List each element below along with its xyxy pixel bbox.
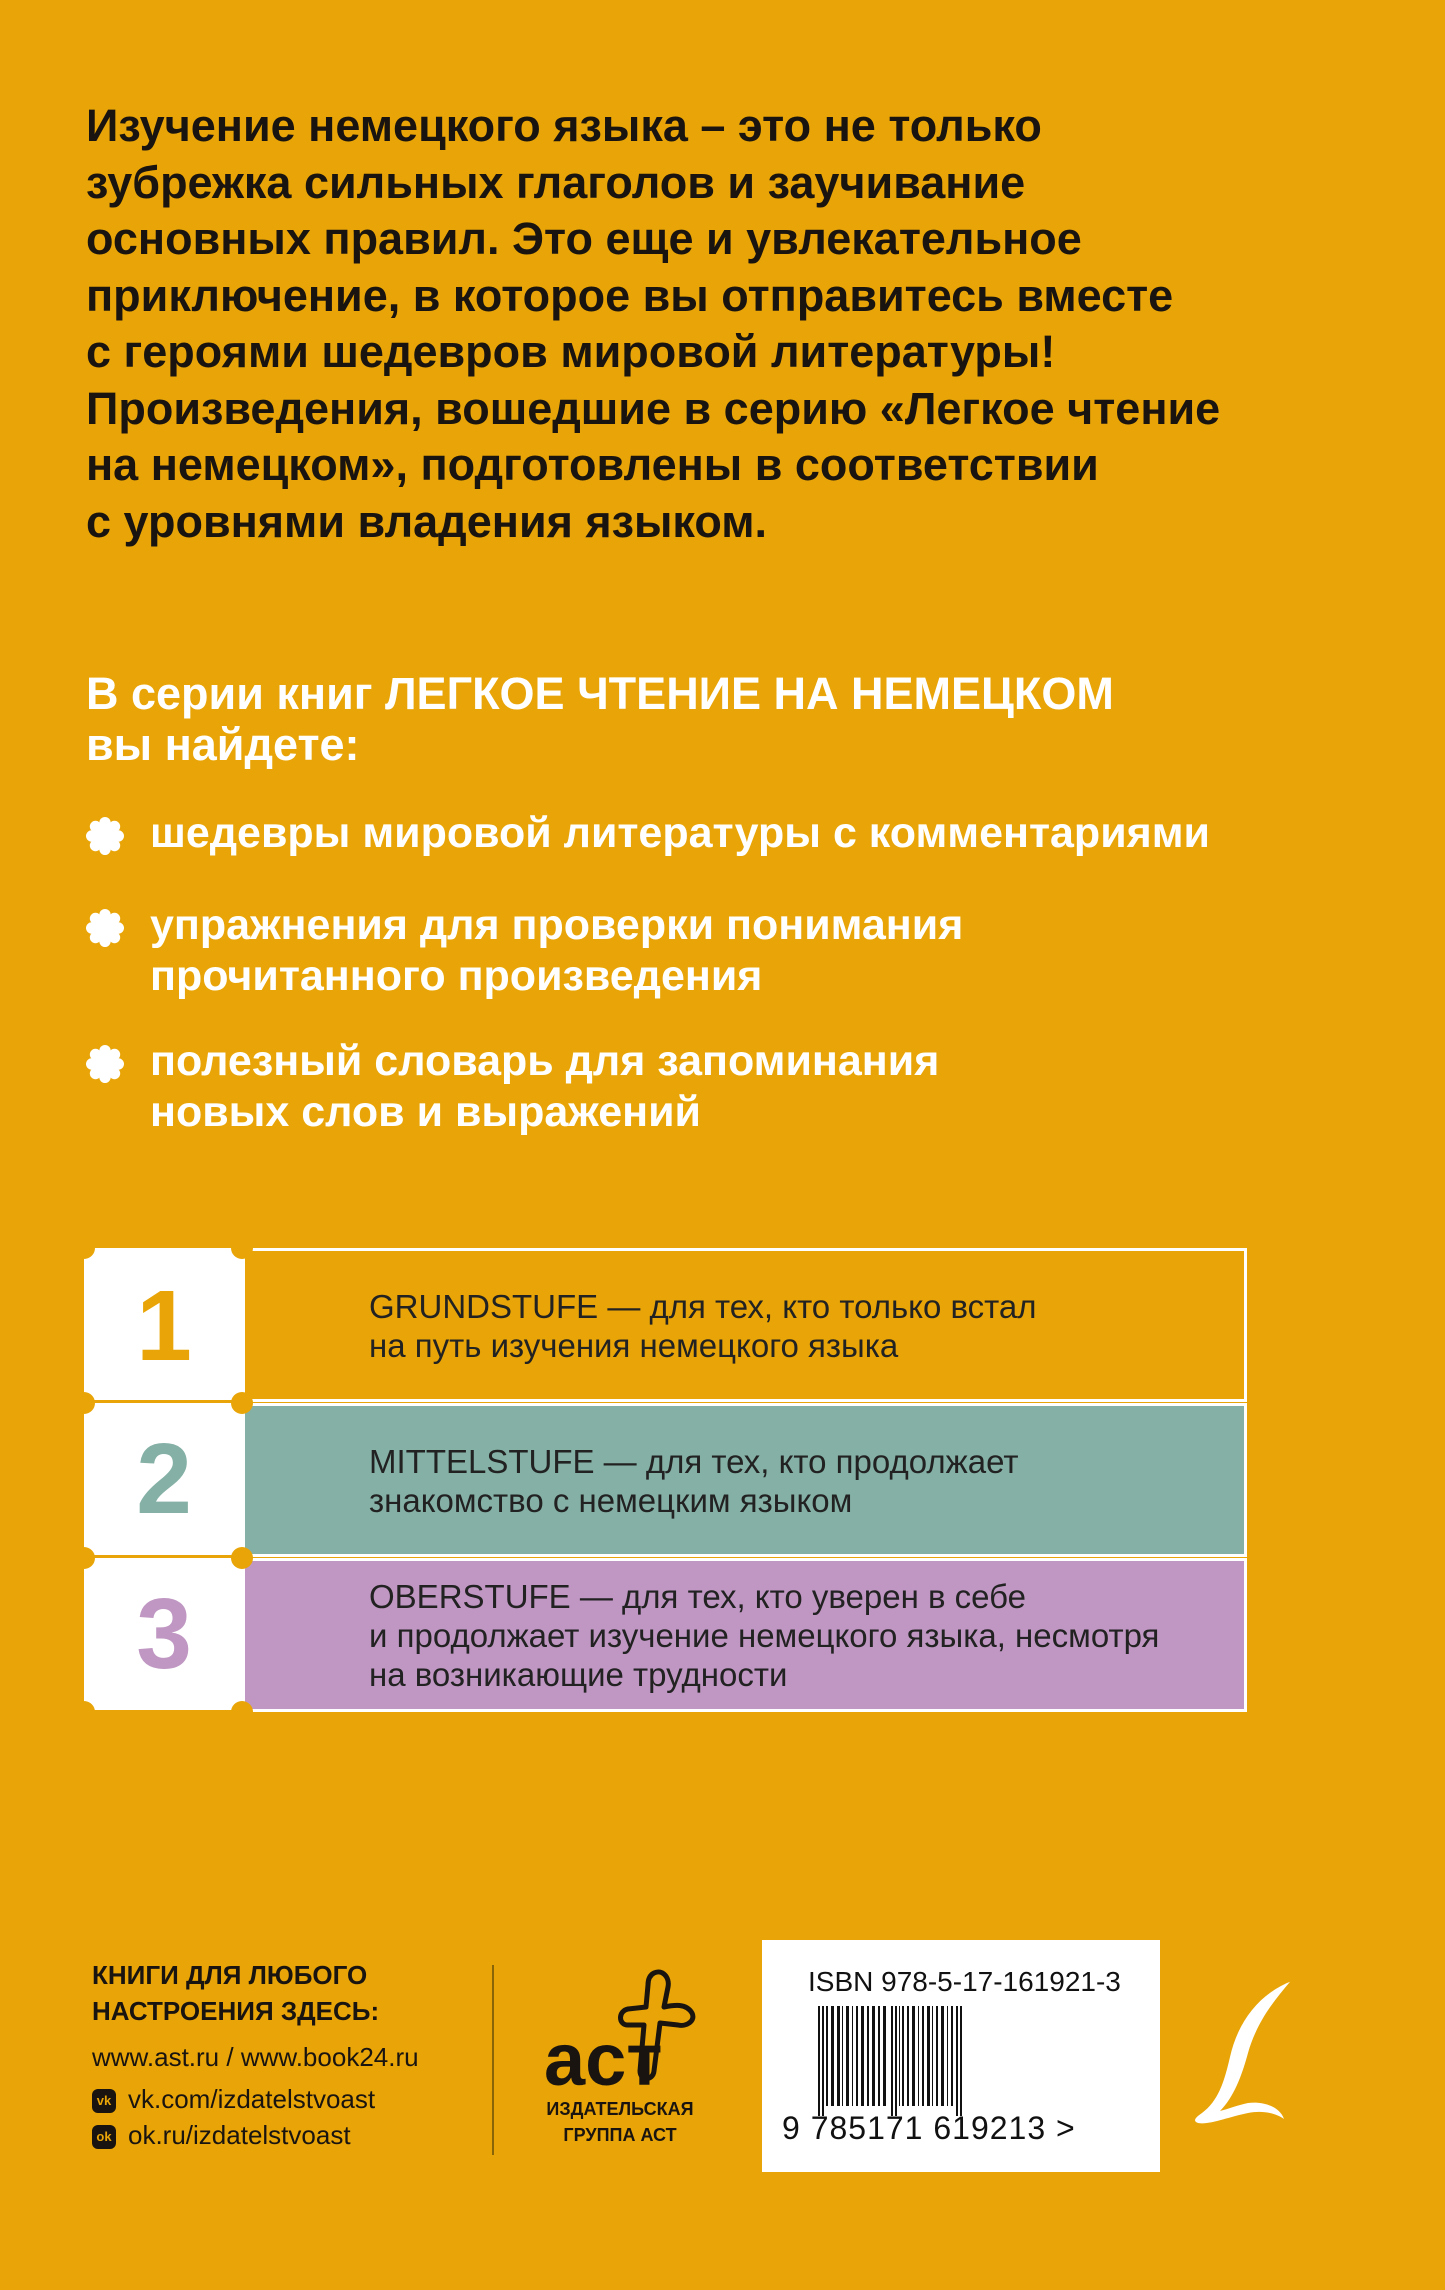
barcode-bar [918, 2006, 919, 2106]
barcode-bar [878, 2006, 880, 2106]
feature-text: упражнения для проверки понимания [150, 901, 964, 949]
barcode-bar [912, 2006, 915, 2106]
flower-bullet-icon [86, 1045, 124, 1083]
barcode-bar [822, 2006, 824, 2116]
barcode-bar [867, 2006, 869, 2106]
ticket-notch [73, 1547, 95, 1569]
barcode-bar [883, 2006, 886, 2106]
publisher-caption-line-1: ИЗДАТЕЛЬСКАЯ [546, 2099, 694, 2119]
barcode-bar [842, 2006, 843, 2106]
feature-text: шедевры мировой литературы с комментариями [150, 809, 1210, 857]
intro-line: с героями шедевров мировой литературы! [86, 326, 1056, 377]
ok-link-text: ok.ru/izdatelstvoast [128, 2120, 351, 2150]
barcode-bar [947, 2006, 948, 2106]
level-1-tab [84, 1248, 244, 1400]
level-3-bar [242, 1558, 1247, 1712]
barcode-bar [941, 2006, 944, 2106]
vk-link[interactable] [92, 2081, 492, 2117]
intro-line: приключение, в которое вы отправитесь вместе [86, 269, 1174, 321]
barcode-bar [837, 2006, 840, 2106]
barcode-bar [895, 2006, 897, 2116]
level-3-tab [84, 1558, 244, 1710]
ok-link[interactable] [92, 2117, 492, 2153]
barcode-bar [826, 2006, 828, 2106]
level-2-tab [84, 1403, 244, 1555]
level-2-text: MITTELSTUFE — для тех, кто продолжает [369, 1443, 1019, 1480]
barcode-bar [951, 2006, 953, 2106]
ticket-notch [73, 1237, 95, 1259]
barcode-bar [902, 2006, 904, 2106]
series-heading-line-1: В серии книг ЛЕГКОЕ ЧТЕНИЕ НА НЕМЕЦКОМ [86, 668, 1114, 719]
intro-line: Изучение немецкого языка – это не только [86, 100, 1042, 151]
level-3-number: 3 [136, 1578, 192, 1690]
vk-icon: vk [92, 2089, 116, 2113]
barcode-bar [960, 2006, 962, 2116]
intro-line: с уровнями владения языком. [86, 495, 768, 547]
level-1-text: на путь изучения немецкого языка [369, 1327, 899, 1364]
barcode-bar [861, 2006, 864, 2106]
intro-line: основных правил. Это еще и увлекательное [86, 213, 1082, 264]
footer-links [92, 1957, 492, 2153]
intro-line: зубрежка сильных глаголов и заучивание [86, 156, 1026, 208]
barcode-bar [831, 2006, 834, 2106]
publisher-caption-line-2: ГРУППА АСТ [563, 2125, 677, 2145]
footer-heading [92, 1957, 492, 2029]
barcode-bar [927, 2006, 930, 2106]
intro-line: Произведения, вошедшие в серию «Легкое чтение [86, 382, 1221, 434]
barcode-bar [856, 2006, 858, 2106]
ok-icon: ok [92, 2125, 116, 2149]
ticket-notch [231, 1392, 253, 1414]
barcode-bar [932, 2006, 933, 2106]
ticket-notch [231, 1547, 253, 1569]
barcode-bar [891, 2006, 893, 2116]
barcode-bar [936, 2006, 938, 2106]
feature-text: полезный словарь для запоминания [150, 1037, 940, 1085]
barcode-bars [814, 2006, 1124, 2116]
level-3-text: на возникающие трудности [369, 1656, 788, 1693]
level-3-text: и продолжает изучение немецкого языка, несмотря [369, 1617, 1160, 1654]
ast-logo-text: аст [544, 2018, 663, 2101]
ticket-notch [231, 1701, 253, 1723]
footer-heading-line-2: НАСТРОЕНИЯ ЗДЕСЬ: [92, 1996, 380, 2026]
barcode-bar [846, 2006, 849, 2106]
level-2-bar [242, 1403, 1247, 1557]
isbn-digits: 9 785171 619213 > [782, 2110, 1076, 2146]
levels-block [84, 1248, 1249, 1712]
barcode-bar [818, 2006, 820, 2116]
level-1-text: GRUNDSTUFE — для тех, кто только встал [369, 1288, 1037, 1325]
level-1-bar [242, 1248, 1247, 1402]
ticket-notch [73, 1392, 95, 1414]
publisher-caption [520, 2096, 720, 2148]
footer-divider [492, 1965, 494, 2155]
quill-logo-icon [1188, 1975, 1308, 2135]
level-2-text: знакомство с немецким языком [369, 1482, 853, 1519]
intro-line: на немецком», подготовлены в соответствии [86, 439, 1099, 490]
barcode-bar [922, 2006, 924, 2106]
isbn-label: ISBN 978-5-17-161921-3 [808, 1966, 1121, 1997]
website-link[interactable]: www.ast.ru / www.book24.ru [92, 2042, 419, 2072]
isbn-barcode [762, 1940, 1160, 2172]
barcode-bar [956, 2006, 958, 2116]
feature-text: новых слов и выражений [150, 1088, 701, 1136]
vk-link-text: vk.com/izdatelstvoast [128, 2084, 376, 2114]
ticket-notch [73, 1701, 95, 1723]
intro-paragraph [86, 98, 1366, 550]
footer-heading-line-1: КНИГИ ДЛЯ ЛЮБОГО [92, 1960, 368, 1990]
barcode-bar [899, 2006, 900, 2106]
series-heading [86, 668, 1386, 770]
ticket-notch [231, 1237, 253, 1259]
barcode-bar [852, 2006, 853, 2106]
flower-bullet-icon [86, 817, 124, 855]
level-1-number: 1 [136, 1270, 192, 1382]
barcode-bar [907, 2006, 909, 2106]
series-heading-line-2: вы найдете: [86, 719, 360, 770]
barcode-bar [872, 2006, 875, 2106]
feature-text: прочитанного произведения [150, 952, 763, 1000]
level-2-number: 2 [136, 1423, 192, 1535]
flower-bullet-icon [86, 909, 124, 947]
level-3-text: OBERSTUFE — для тех, кто уверен в себе [369, 1578, 1027, 1615]
